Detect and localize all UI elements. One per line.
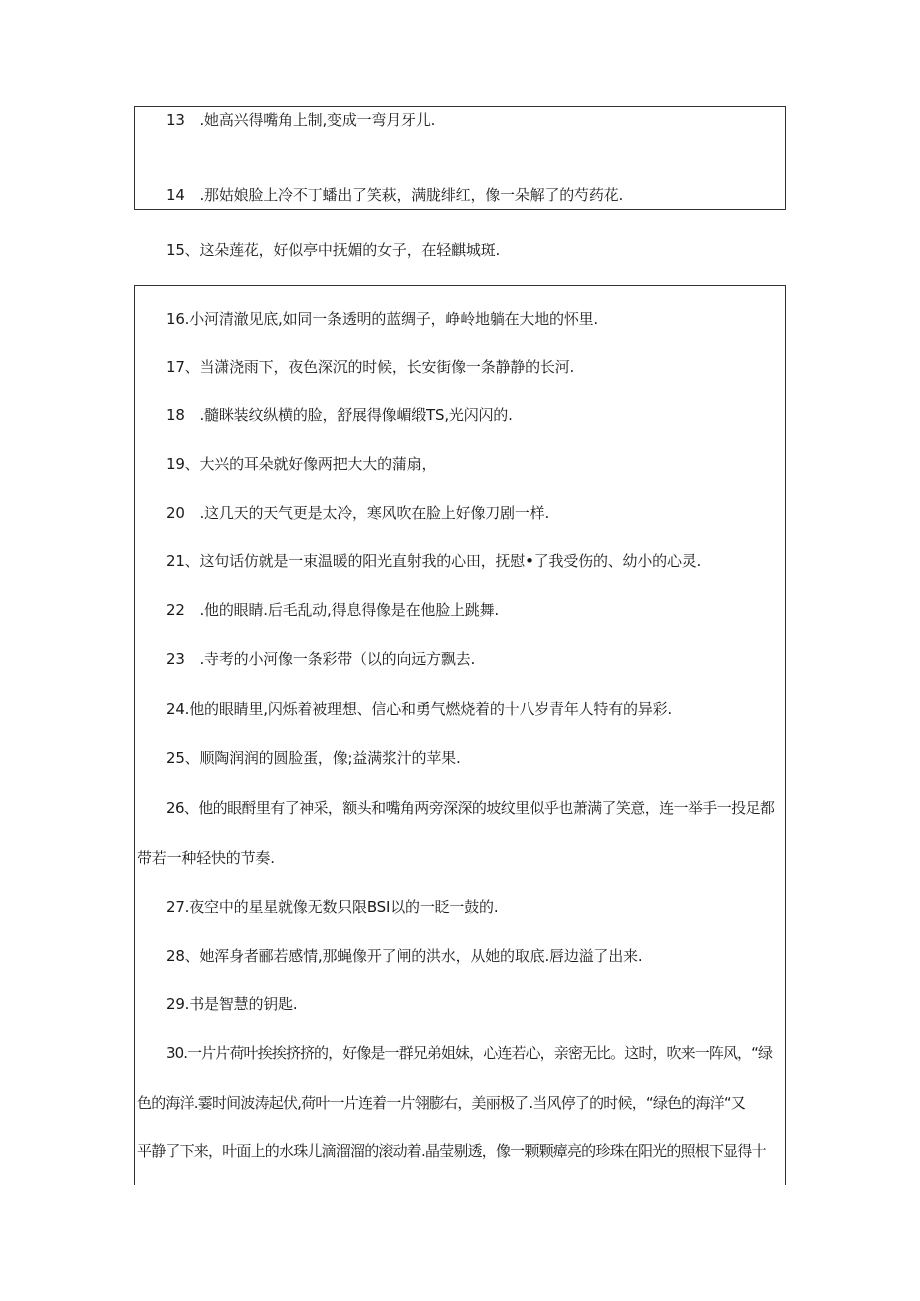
sentence-15: 15、这朵莲花，好似亭中抚媚的女子，在轻麒城斑. [166, 241, 501, 259]
sentence-17: 17、当潇浇雨下，夜色深沉的时候，长安街像一条静静的长河. [166, 358, 575, 376]
sentence-30-line-3: 平静了下来，叶面上的水珠儿滴溜溜的滚动着.晶莹剔透，像一颗颗瘴亮的珍珠在阳光的照根下显得十 [137, 1142, 766, 1160]
sentence-20: 20 .这几天的天气更是太冷，寒风吹在脸上好像刀剧一样. [166, 504, 550, 522]
sentence-16: 16.小河清澈见底,如同一条透明的蓝绸子，峥岭地躺在大地的怀里. [166, 310, 598, 328]
sentence-13: 13 .她高兴得嘴角上制,变成一弯月牙儿. [166, 111, 436, 129]
sentence-30-line-2: 色的海洋.霎时间波涛起伏,荷叶一片连着一片翎膨右，美丽极了.当风停了的时候，“绿色的海洋“又 [137, 1094, 746, 1112]
sentence-24: 24.他的眼睛里,闪烁着被理想、信心和勇气燃烧着的十八岁青年人特有的异彩. [166, 700, 672, 718]
sentence-29: 29.书是智慧的钥匙. [166, 995, 298, 1013]
sentence-21: 21、这句话仿就是一束温暖的阳光直射我的心田，抚慰•了我受伤的、幼小的心灵. [166, 552, 702, 570]
sentence-28: 28、她浑身者郦若感情,那蝇像开了闸的洪水，从她的取底.唇边溢了出来. [166, 947, 643, 965]
sentence-25: 25、顺陶润润的圆脸蛋，像;益满浆汁的苹果. [166, 749, 461, 767]
sentence-26-line-1: 26、他的眼酹里有了神采，额头和嘴角两旁深深的坡纹里似乎也萧满了笑意，连一举手一投足都 [166, 799, 775, 817]
sentence-27: 27.夜空中的星星就像无数只限BSI以的一眨一鼓的. [166, 898, 499, 916]
sentence-22: 22 .他的眼睛.后毛乱动,得息得像是在他脸上跳舞. [166, 601, 499, 619]
sentence-23: 23 .寺考的小河像一条彩带（以的向远方飘去. [166, 650, 476, 668]
sentence-14: 14 .那姑娘脸上冷不丁蟠出了笑萩，满胧绯红，像一朵解了的芍药花. [166, 186, 624, 204]
sentence-30-line-1: 30.一片片荷叶挨挨挤挤的，好像是一群兄弟姐妹，心连若心，亲密无比。这时，吹来一阵风，“绿 [166, 1044, 773, 1062]
sentence-18: 18 .髓眯装纹纵横的脸，舒展得像嵋缎TS,光闪闪的. [166, 406, 513, 424]
sentence-26-line-2: 带若一种轻快的节奏. [137, 849, 275, 867]
sentence-19: 19、大兴的耳朵就好像两把大大的蒲扇， [166, 455, 437, 473]
